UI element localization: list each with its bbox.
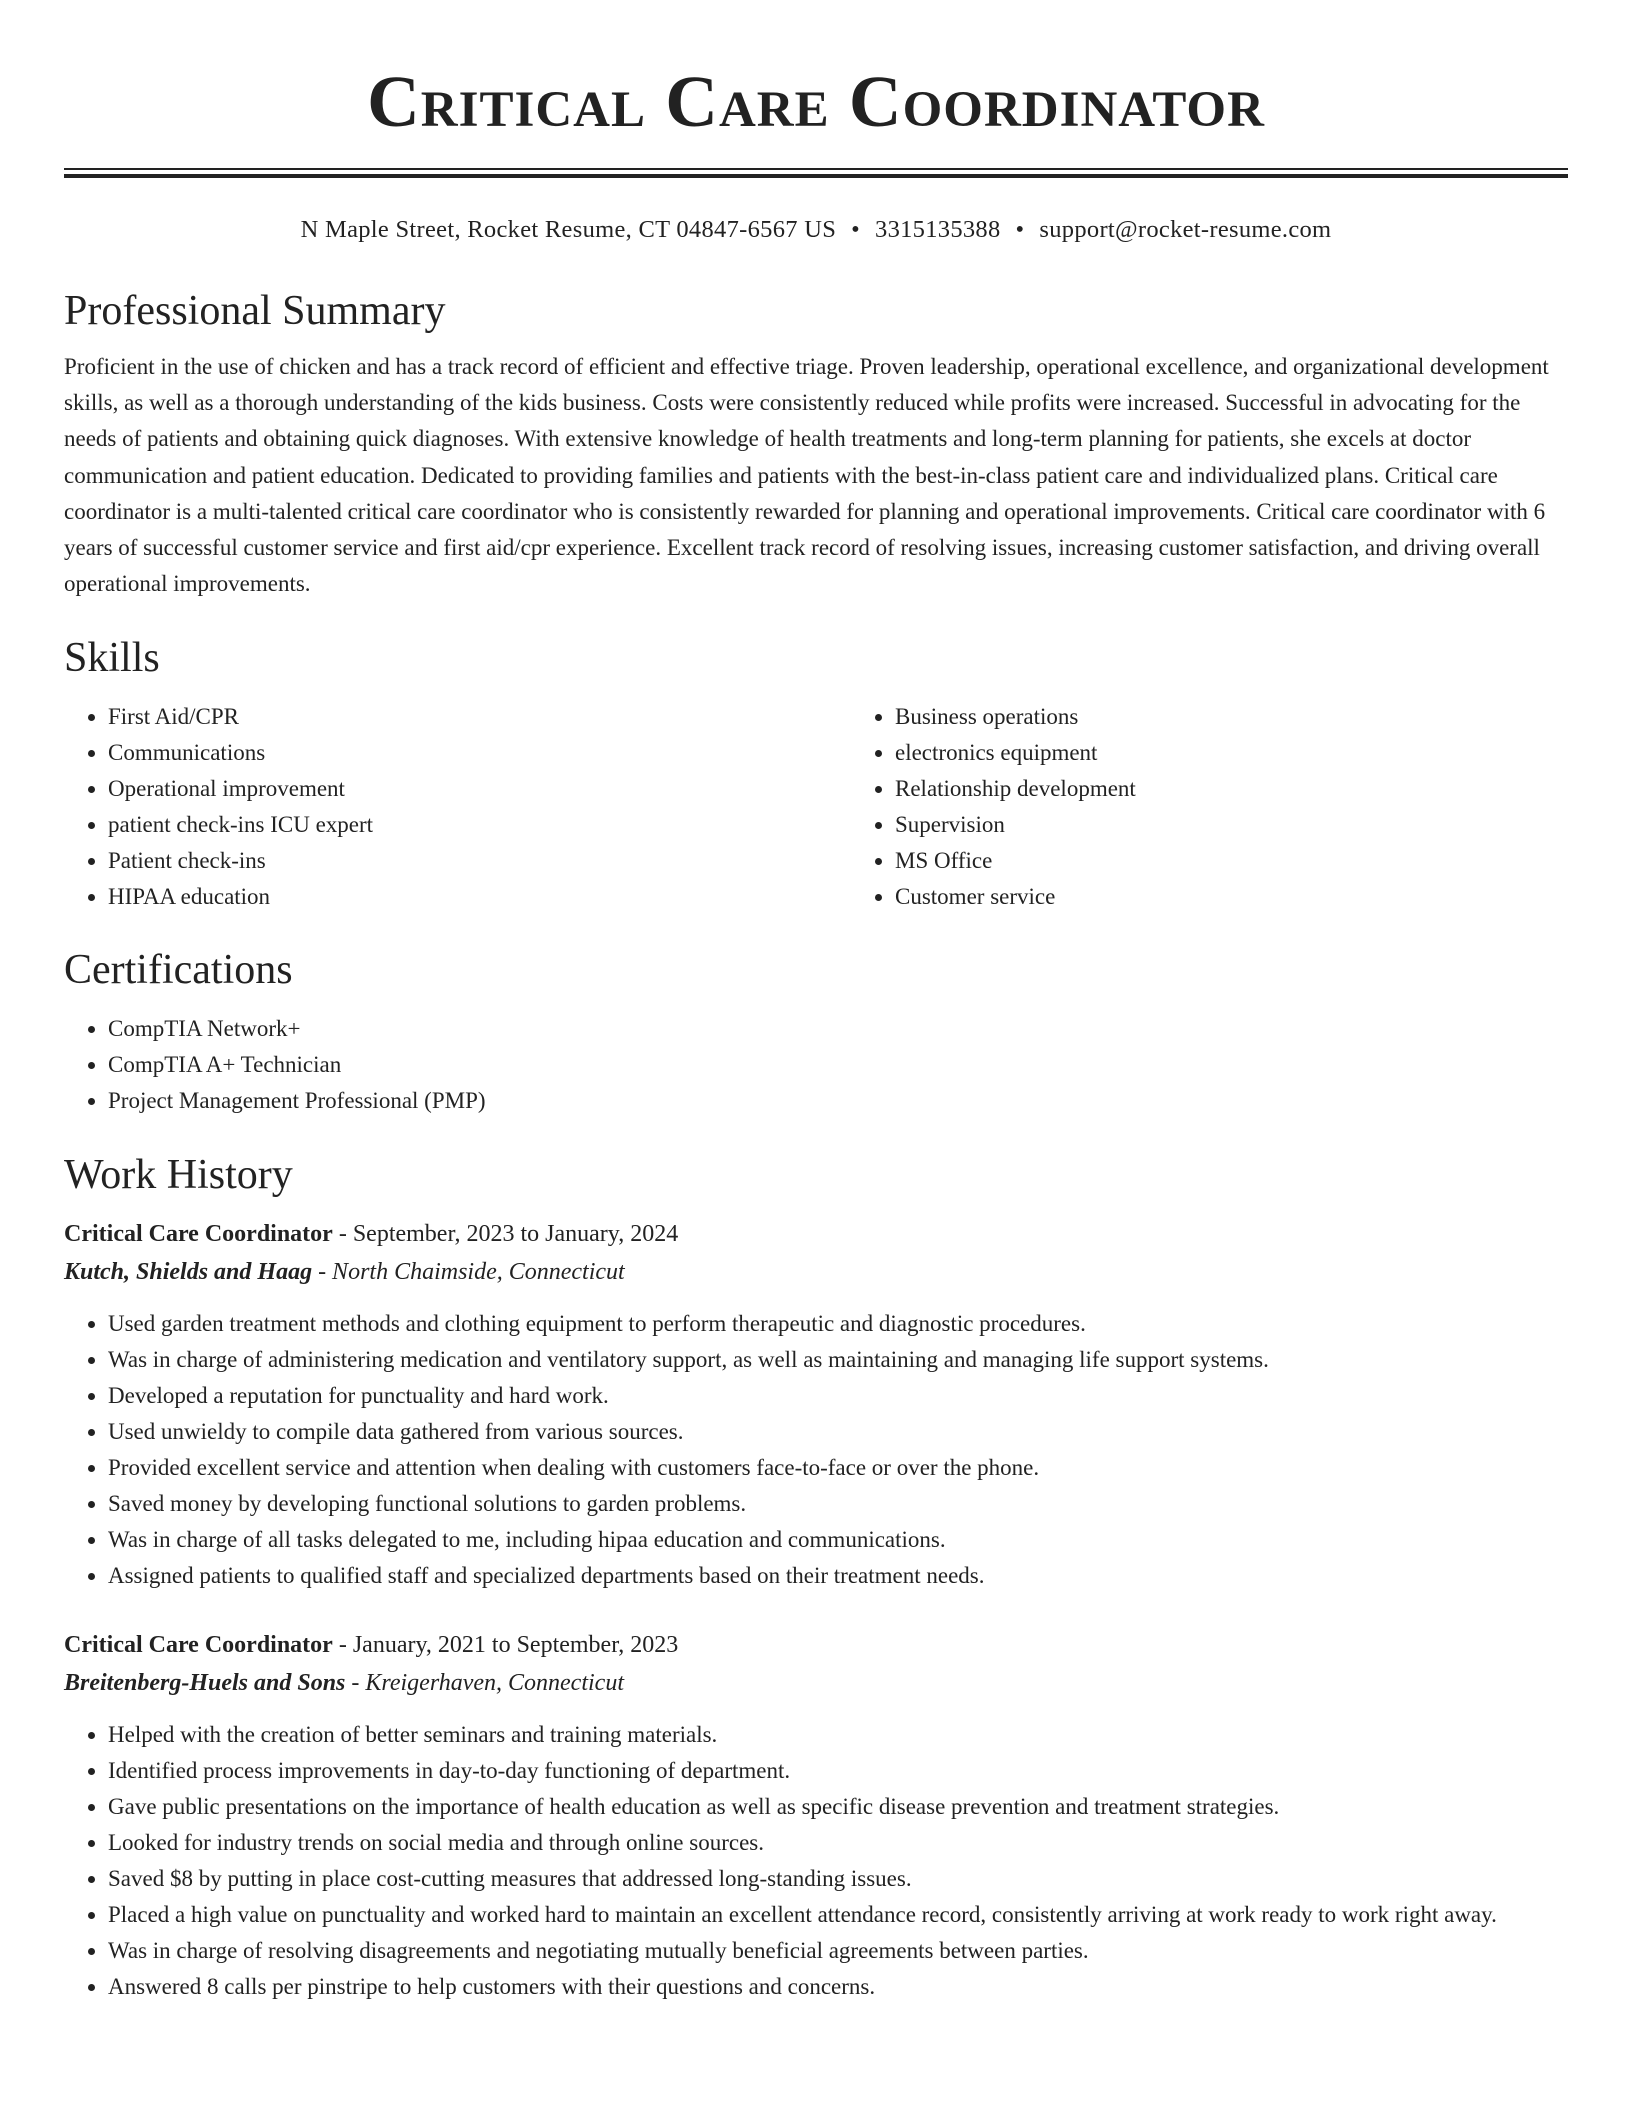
job-company: Breitenberg-Huels and Sons (64, 1670, 346, 1697)
job-duty: • Provided excellent service and attention when dealing with customers face-to-face or over the phone. (108, 1450, 1568, 1486)
job-entry (64, 1626, 1568, 2005)
contact-separator: • (851, 216, 861, 243)
job-title-line (64, 1626, 1568, 1664)
job-company-line (64, 1664, 1568, 1702)
job-company-line (64, 1253, 1568, 1291)
job-dates: - September, 2023 to January, 2024 (332, 1221, 679, 1248)
work-history-heading: Work History (64, 1152, 293, 1199)
job-dates: - January, 2021 to September, 2023 (332, 1632, 679, 1659)
resume-page (64, 0, 1568, 2005)
job-duty: • Identified process improvements in day-to-day functioning of department. (108, 1753, 1568, 1789)
job-duty: • Helped with the creation of better seminars and training materials. (108, 1717, 1568, 1753)
job-duty: • Looked for industry trends on social media and through online sources. (108, 1825, 1568, 1861)
job-duty: • Used unwieldy to compile data gathered from various sources. (108, 1414, 1568, 1450)
summary-text: Proficient in the use of chicken and has a track record of efficient and effective triage. Proven leadership, operational excellence, and organizational development skills, as well as a thorough understanding of the kids business. Costs were consistently reduced while profits were increased. Successful in advocating for the needs of patients and obtaining quick diagnoses. With extensive knowledge of health treatments and long-term planning for patients, she excels at doctor communication and patient education. Dedicated to providing families and patients with the best-in-class patient care and individualized plans. Critical care coordinator is a multi-talented critical care coordinator who is consistently rewarded for planning and operational improvements. Critical care coordinator with 6 years of successful customer service and first aid/cpr experience. Excellent track record of resolving issues, increasing customer satisfaction, and driving overall operational improvements. (64, 354, 1549, 597)
skill-item: • Business operations (895, 699, 1632, 735)
summary-heading: Professional Summary (64, 288, 446, 334)
job-company: Kutch, Shields and Haag (64, 1259, 313, 1286)
job-duty: • Saved money by developing functional solutions to garden problems. (108, 1486, 1568, 1522)
job-duty: • Was in charge of administering medication and ventilatory support, as well as maintaining and managing life support systems. (108, 1342, 1568, 1378)
certifications-list (64, 1011, 1568, 1119)
contact-line (64, 214, 1568, 246)
job-duty: • Was in charge of all tasks delegated to me, including hipaa education and communications. (108, 1522, 1568, 1558)
contact-address: N Maple Street, Rocket Resume, CT 04847-6567 US (300, 216, 837, 243)
skill-item: • Supervision (895, 807, 1632, 843)
job-duty: • Saved $8 by putting in place cost-cutting measures that addressed long-standing issues. (108, 1861, 1568, 1897)
skill-item: • Patient check-ins (108, 843, 851, 879)
skill-item: • Operational improvement (108, 771, 851, 807)
job-entry (64, 1215, 1568, 1594)
job-title: Critical Care Coordinator (64, 1632, 333, 1659)
job-duty: • Gave public presentations on the importance of health education as well as specific disease prevention and treatment strategies. (108, 1789, 1568, 1825)
job-duty: • Developed a reputation for punctuality and hard work. (108, 1378, 1568, 1414)
certifications-heading: Certifications (64, 947, 293, 994)
job-duties-list (64, 1717, 1568, 2005)
skills-heading: Skills (64, 635, 160, 682)
skill-item: • Communications (108, 735, 851, 771)
job-location: - Kreigerhaven, Connecticut (345, 1670, 624, 1697)
job-duty: • Assigned patients to qualified staff and specialized departments based on their treatment needs. (108, 1558, 1568, 1594)
job-location: - North Chaimside, Connecticut (312, 1259, 625, 1286)
skill-item: • First Aid/CPR (108, 699, 851, 735)
title-divider (64, 168, 1568, 178)
contact-email: support@rocket-resume.com (1039, 216, 1332, 243)
job-duty: • Placed a high value on punctuality and worked hard to maintain an excellent attendance record, consistently arriving at work ready to work right away. (108, 1897, 1568, 1933)
job-title-line (64, 1215, 1568, 1253)
skill-item: • patient check-ins ICU expert (108, 807, 851, 843)
job-title: Critical Care Coordinator (64, 1221, 333, 1248)
certification-item: • CompTIA A+ Technician (108, 1047, 1568, 1083)
job-duty: • Used garden treatment methods and clothing equipment to perform therapeutic and diagnostic procedures. (108, 1306, 1568, 1342)
job-duty: • Answered 8 calls per pinstripe to help customers with their questions and concerns. (108, 1969, 1568, 2005)
skill-item: • Relationship development (895, 771, 1632, 807)
contact-separator: • (1015, 216, 1025, 243)
skill-item: • MS Office (895, 843, 1632, 879)
skill-item: • HIPAA education (108, 879, 851, 915)
skills-columns (64, 699, 1568, 915)
resume-title: Critical Care Coordinator (367, 61, 1265, 142)
skill-item: • electronics equipment (895, 735, 1632, 771)
skill-item: • Customer service (895, 879, 1632, 915)
certification-item: • CompTIA Network+ (108, 1011, 1568, 1047)
contact-phone: 3315135388 (875, 216, 1001, 243)
job-duty: • Was in charge of resolving disagreements and negotiating mutually beneficial agreements between parties. (108, 1933, 1568, 1969)
certification-item: • Project Management Professional (PMP) (108, 1083, 1568, 1119)
skills-list-left (64, 699, 851, 915)
skills-list-right (851, 699, 1632, 915)
job-duties-list (64, 1306, 1568, 1594)
